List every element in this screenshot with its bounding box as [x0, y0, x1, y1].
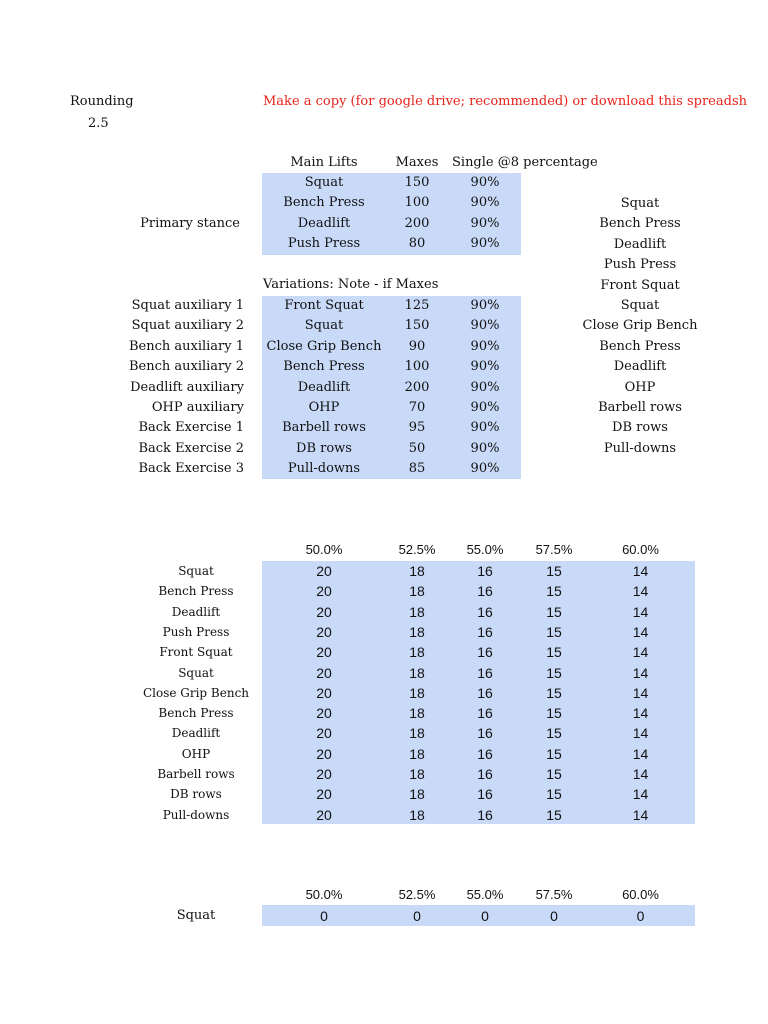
rounding-value[interactable]: 2.5: [88, 116, 109, 131]
variation-label: Back Exercise 1: [138, 420, 244, 436]
variation-pct[interactable]: 90%: [470, 461, 500, 477]
variation-max[interactable]: 50: [408, 440, 426, 456]
main-lift-pct[interactable]: 90%: [470, 195, 500, 211]
percent-cell: 16: [477, 745, 493, 762]
maxes-header: Maxes: [395, 155, 439, 170]
variation-label: Squat auxiliary 2: [131, 318, 244, 334]
percent-cell: 15: [546, 745, 562, 762]
percent-row-label: Barbell rows: [157, 767, 235, 781]
variations-maxes-header: Maxes: [395, 277, 439, 292]
percent-cell: 15: [546, 583, 562, 600]
variation-lift[interactable]: Barbell rows: [282, 420, 366, 436]
percent-cell: 20: [316, 705, 332, 722]
main-lift-max[interactable]: 100: [404, 195, 430, 211]
percent-cell: 16: [477, 725, 493, 742]
variations-header: Variations: Note - if: [263, 277, 392, 292]
percent-cell: 15: [546, 644, 562, 661]
variation-pct[interactable]: 90%: [470, 420, 500, 436]
right-list-item: Close Grip Bench: [582, 318, 698, 334]
percent-cell: 14: [632, 644, 649, 661]
percent-cell: 16: [477, 664, 493, 681]
percent-header: 52.5%: [398, 887, 436, 902]
percent-row-label: Bench Press: [158, 584, 234, 599]
percent-cell: 18: [409, 766, 425, 782]
percent-header: 52.5%: [398, 542, 436, 557]
percent-cell: 14: [632, 745, 649, 762]
main-lift-pct[interactable]: 90%: [470, 236, 500, 252]
percent-cell: 18: [409, 786, 425, 803]
percent-cell: 20: [316, 644, 332, 661]
percent-header: 50.0%: [305, 887, 343, 902]
single-at8-header: Single @8 percentage: [452, 155, 598, 170]
right-list-item: Front Squat: [600, 277, 680, 293]
percent-cell: 20: [316, 766, 332, 782]
percent-cell: 14: [632, 705, 649, 722]
primary-stance-label: Primary stance: [140, 216, 240, 231]
percent-row-label: DB rows: [170, 787, 222, 802]
main-lift-name: Push Press: [287, 236, 361, 252]
variation-pct[interactable]: 90%: [470, 359, 500, 375]
main-lifts-header: Main Lifts: [290, 155, 358, 170]
percent-cell: 18: [409, 623, 425, 640]
variation-pct[interactable]: 90%: [470, 440, 500, 456]
variation-label: OHP auxiliary: [151, 400, 244, 415]
percent-cell: 15: [546, 786, 562, 803]
percent-header: 55.0%: [466, 887, 504, 902]
variation-pct[interactable]: 90%: [470, 318, 500, 334]
percent-cell: 16: [477, 684, 493, 701]
percent-cell: 18: [409, 583, 425, 600]
percent-cell: 20: [316, 563, 332, 579]
percent-cell: 0: [413, 908, 421, 924]
percent-header: 55.0%: [466, 542, 504, 557]
variation-label: Deadlift auxiliary: [130, 379, 244, 395]
variation-max[interactable]: 125: [404, 298, 430, 313]
percent-cell: 20: [316, 725, 332, 742]
right-list-item: Deadlift: [613, 236, 667, 252]
percent-cell: 20: [316, 806, 332, 823]
variation-label: Bench auxiliary 2: [128, 359, 244, 375]
percent-cell: 18: [409, 705, 425, 722]
main-lift-name: Bench Press: [283, 195, 365, 211]
percent-cell: 16: [477, 806, 493, 823]
percent-header: 57.5%: [535, 542, 573, 557]
variation-max[interactable]: 100: [404, 359, 430, 375]
percent-cell: 15: [546, 766, 562, 782]
percent-cell: 16: [477, 786, 493, 803]
variation-max[interactable]: 95: [408, 420, 426, 436]
percent-cell: 20: [316, 745, 332, 762]
variation-pct[interactable]: 90%: [470, 400, 500, 415]
variation-max[interactable]: 200: [404, 379, 430, 395]
variation-lift[interactable]: Bench Press: [283, 359, 365, 375]
percent-cell: 15: [546, 664, 562, 681]
percent-cell: 14: [632, 766, 649, 782]
variation-lift[interactable]: Front Squat: [284, 298, 364, 313]
percent-cell: 20: [316, 583, 332, 600]
copy-notice: Make a copy (for google drive; recommended) or download this spreadsh: [263, 94, 747, 109]
percent-cell: 0: [550, 908, 558, 924]
percent-cell: 15: [546, 806, 562, 823]
percent-cell: 14: [632, 603, 649, 620]
percent-cell: 20: [316, 623, 332, 640]
main-lift-pct[interactable]: 90%: [470, 215, 500, 231]
percent-cell: 20: [316, 664, 332, 681]
percent-cell: 16: [477, 603, 493, 620]
right-list-item: Barbell rows: [598, 400, 682, 415]
percent-cell: 15: [546, 705, 562, 722]
percent-cell: 0: [481, 908, 489, 924]
percent-cell: 14: [632, 786, 649, 803]
percent-cell: 20: [316, 603, 332, 620]
main-lift-name: Squat: [304, 175, 344, 190]
percent-header: 50.0%: [305, 542, 343, 557]
percent-row-label: Push Press: [162, 624, 230, 639]
variation-label: Back Exercise 3: [138, 461, 244, 477]
percent-cell: 14: [632, 806, 649, 823]
percent-cell: 14: [632, 583, 649, 600]
main-lift-max[interactable]: 200: [404, 215, 430, 231]
percent-cell: 18: [409, 563, 425, 579]
variation-label: Bench auxiliary 1: [128, 338, 244, 354]
percent-cell: 20: [316, 786, 332, 803]
variation-label: Squat auxiliary 1: [131, 298, 244, 313]
rounding-label: Rounding: [70, 94, 134, 109]
right-list-item: Squat: [620, 298, 660, 313]
right-list-item: Deadlift: [613, 359, 667, 375]
percent-cell: 16: [477, 766, 493, 782]
percent-cell: 15: [546, 563, 562, 579]
percent-cell: 16: [477, 644, 493, 661]
right-list-item: Bench Press: [599, 338, 681, 354]
percent-cell: 18: [409, 644, 425, 661]
percent-cell: 20: [316, 684, 332, 701]
variation-max[interactable]: 90: [408, 338, 426, 354]
percent-header: 60.0%: [622, 542, 659, 557]
percent-cell: 18: [409, 603, 425, 620]
percent-row-label: Squat: [178, 665, 214, 680]
variation-pct[interactable]: 90%: [470, 379, 500, 395]
percent-cell: 18: [409, 745, 425, 762]
variation-max[interactable]: 150: [404, 318, 430, 334]
percent-cell: 16: [477, 563, 493, 579]
percent-cell: 18: [409, 664, 425, 681]
percent-row-label: Front Squat: [159, 645, 233, 660]
right-list-item: OHP: [624, 379, 656, 395]
right-list-item: Bench Press: [599, 216, 681, 232]
percent-cell: 14: [632, 725, 649, 742]
variation-lift[interactable]: Pull-downs: [287, 461, 361, 477]
variation-lift[interactable]: Deadlift: [297, 379, 351, 395]
percent-cell: 18: [409, 725, 425, 742]
variation-lift[interactable]: DB rows: [296, 440, 352, 456]
percent-cell: 14: [632, 664, 649, 681]
percent-cell: 16: [477, 583, 493, 600]
percent-cell: 16: [477, 623, 493, 640]
right-list-item: Squat: [620, 196, 660, 211]
percent-cell: 18: [409, 684, 425, 701]
percent-row-label: Pull-downs: [162, 807, 230, 822]
right-list-item: DB rows: [612, 420, 668, 436]
main-lift-name: Deadlift: [297, 215, 351, 231]
right-list-item: Pull-downs: [603, 440, 677, 456]
percent-cell: 0: [320, 908, 328, 924]
percent-row-label: Close Grip Bench: [142, 685, 250, 700]
percent-row-label: Deadlift: [171, 604, 221, 619]
percent-row-label: OHP: [181, 746, 211, 761]
main-lift-pct[interactable]: 90%: [470, 175, 500, 190]
variation-lift[interactable]: OHP: [308, 400, 340, 415]
variation-max[interactable]: 85: [408, 461, 426, 477]
percent-cell: 15: [546, 725, 562, 742]
variation-pct[interactable]: 90%: [470, 338, 500, 354]
percent-cell: 0: [636, 908, 645, 924]
main-lift-max[interactable]: 80: [408, 236, 426, 252]
percent-row-label: Squat: [176, 908, 216, 923]
variation-pct[interactable]: 90%: [470, 298, 500, 313]
percent-cell: 15: [546, 684, 562, 701]
right-list-item: Push Press: [603, 257, 677, 273]
percent-row-label: Deadlift: [171, 726, 221, 741]
main-lift-max[interactable]: 150: [404, 175, 430, 190]
percent-cell: 15: [546, 623, 562, 640]
percent-cell: 16: [477, 705, 493, 722]
percent-cell: 14: [632, 563, 649, 579]
variation-lift[interactable]: Squat: [304, 318, 344, 334]
variation-max[interactable]: 70: [408, 400, 426, 415]
percent-header: 57.5%: [535, 887, 573, 902]
variation-label: Back Exercise 2: [138, 440, 244, 456]
percent-header: 60.0%: [622, 887, 659, 902]
percent-row-label: Bench Press: [158, 706, 234, 721]
percent-cell: 15: [546, 603, 562, 620]
percent-cell: 14: [632, 623, 649, 640]
percent-cell: 18: [409, 806, 425, 823]
percent-row-label: Squat: [178, 564, 214, 578]
variation-lift[interactable]: Close Grip Bench: [266, 338, 382, 354]
percent-cell: 14: [632, 684, 649, 701]
